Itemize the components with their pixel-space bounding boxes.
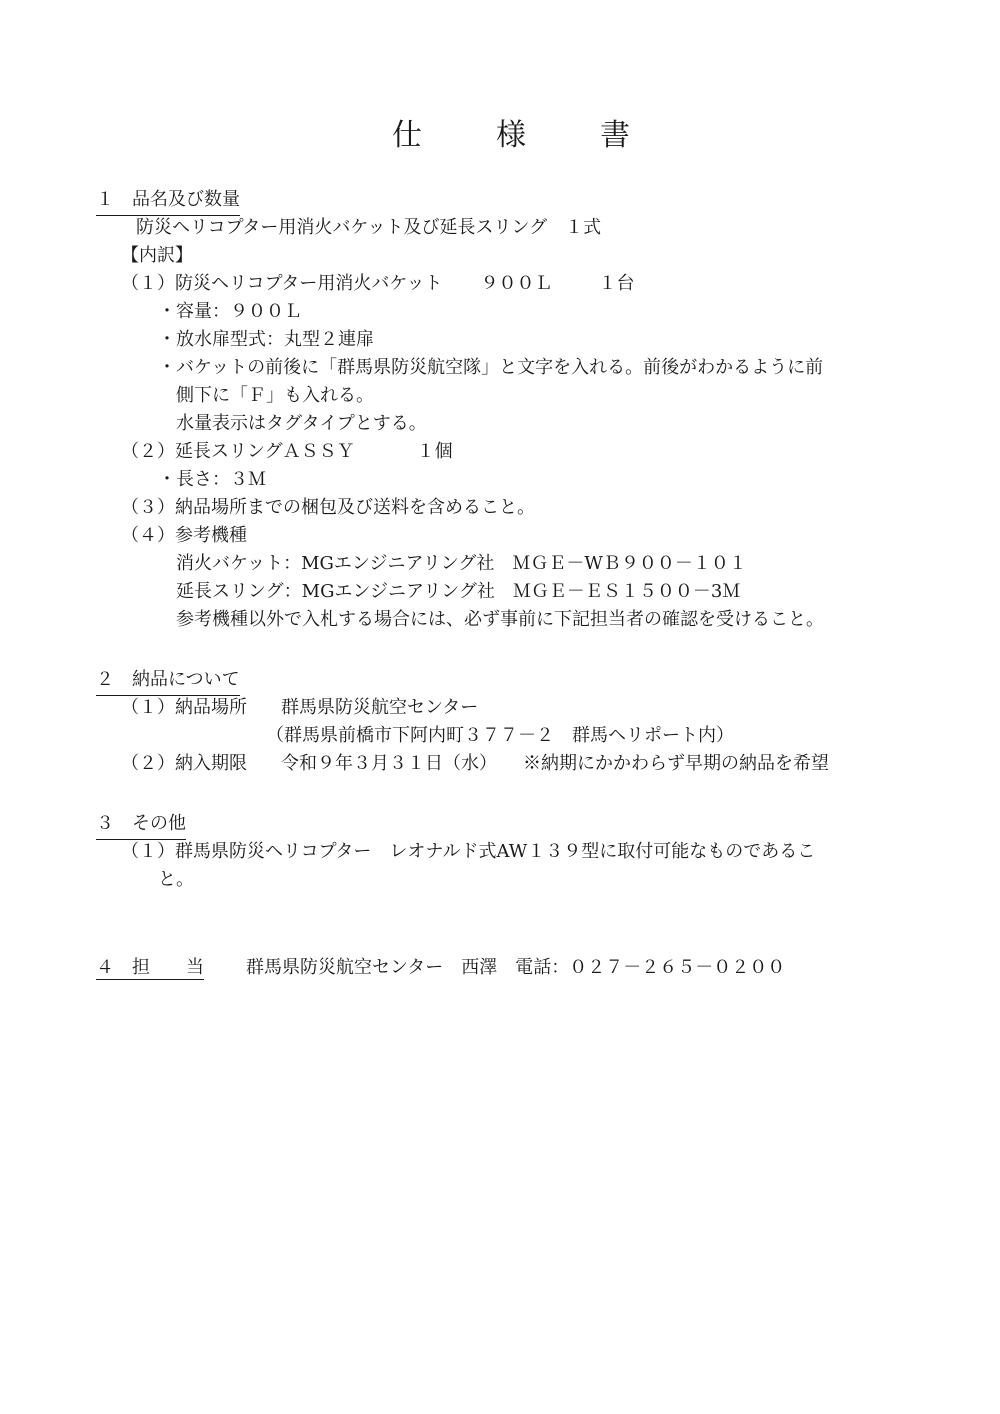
item-1-quantity: １台 <box>598 273 635 294</box>
breakdown-label: 【内訳】 <box>121 245 193 266</box>
delivery-deadline-number: （２） <box>121 753 175 774</box>
delivery-place-value: 群馬県防災航空センター <box>281 697 479 718</box>
section-1-heading: １ 品名及び数量 <box>96 186 240 216</box>
section-2-heading: ２ 納品について <box>96 666 240 696</box>
item-1-bullet-door: ・放水扉型式：丸型２連扉 <box>158 329 374 350</box>
delivery-deadline-label: 納入期限 <box>175 753 247 774</box>
item-2-bullet-length: ・長さ：３Ｍ <box>158 469 266 490</box>
contact-text: 群馬県防災航空センター 西澤 電話：０２７－２６５－０２００ <box>246 957 786 978</box>
item-3-number: （３） <box>121 497 175 518</box>
item-1-bullet-lettering-cont: 側下に「Ｆ」も入れる。 <box>176 385 374 406</box>
item-1-bullet-capacity: ・容量：９００Ｌ <box>158 301 302 322</box>
item-1-name: 防災ヘリコプター用消火バケット <box>175 273 443 294</box>
contact-row <box>96 954 785 982</box>
delivery-place-number: （１） <box>121 697 175 718</box>
item-1-number: （１） <box>121 273 175 294</box>
other-item-text: 群馬県防災ヘリコプター レオナルド式AW１３９型に取付可能なものであるこ <box>175 841 816 862</box>
delivery-deadline-row <box>121 750 829 778</box>
item-1-row <box>121 270 634 298</box>
item-4-row <box>121 522 247 550</box>
item-3-row <box>121 494 535 522</box>
delivery-deadline-value: 令和９年３月３１日（水） <box>281 753 497 774</box>
item-2-row <box>121 438 453 466</box>
section-4-heading: ４ 担 当 <box>96 957 204 978</box>
delivery-deadline-note: ※納期にかかわらず早期の納品を希望 <box>523 753 829 774</box>
other-item-row <box>121 838 815 866</box>
item-1-water-display: 水量表示はタグタイプとする。 <box>176 413 427 434</box>
item-1-capacity: ９００Ｌ <box>480 273 553 294</box>
item-2-quantity: １個 <box>416 441 453 462</box>
other-item-cont: と。 <box>158 869 194 890</box>
item-4-number: （４） <box>121 525 175 546</box>
reference-note: 参考機種以外で入札する場合には、必ず事前に下記担当者の確認を受けること。 <box>176 609 824 630</box>
section-3-heading: ３ その他 <box>96 810 186 840</box>
item-1-bullet-lettering: ・バケットの前後に「群馬県防災航空隊」と文字を入れる。前後がわかるように前 <box>158 357 824 378</box>
reference-sling: 延長スリング：MGエンジニアリング社 ＭＧＥ－ＥＳ１５００－3Ｍ <box>176 581 741 602</box>
item-4-text: 参考機種 <box>175 525 247 546</box>
reference-bucket: 消火バケット：MGエンジニアリング社 ＭＧＥ－WＢ９００－１０１ <box>176 553 747 574</box>
product-line: 防災ヘリコプター用消火バケット及び延長スリング １式 <box>136 217 602 238</box>
item-2-name: 延長スリングＡＳＳＹ <box>175 441 355 462</box>
item-2-number: （２） <box>121 441 175 462</box>
document-title: 仕 様 書 <box>392 118 652 153</box>
delivery-place-row <box>121 694 478 722</box>
other-item-number: （１） <box>121 841 175 862</box>
delivery-address: （群馬県前橋市下阿内町３７７－２ 群馬ヘリポート内） <box>266 725 734 746</box>
delivery-place-label: 納品場所 <box>175 697 247 718</box>
item-3-text: 納品場所までの梱包及び送料を含めること。 <box>175 497 535 518</box>
